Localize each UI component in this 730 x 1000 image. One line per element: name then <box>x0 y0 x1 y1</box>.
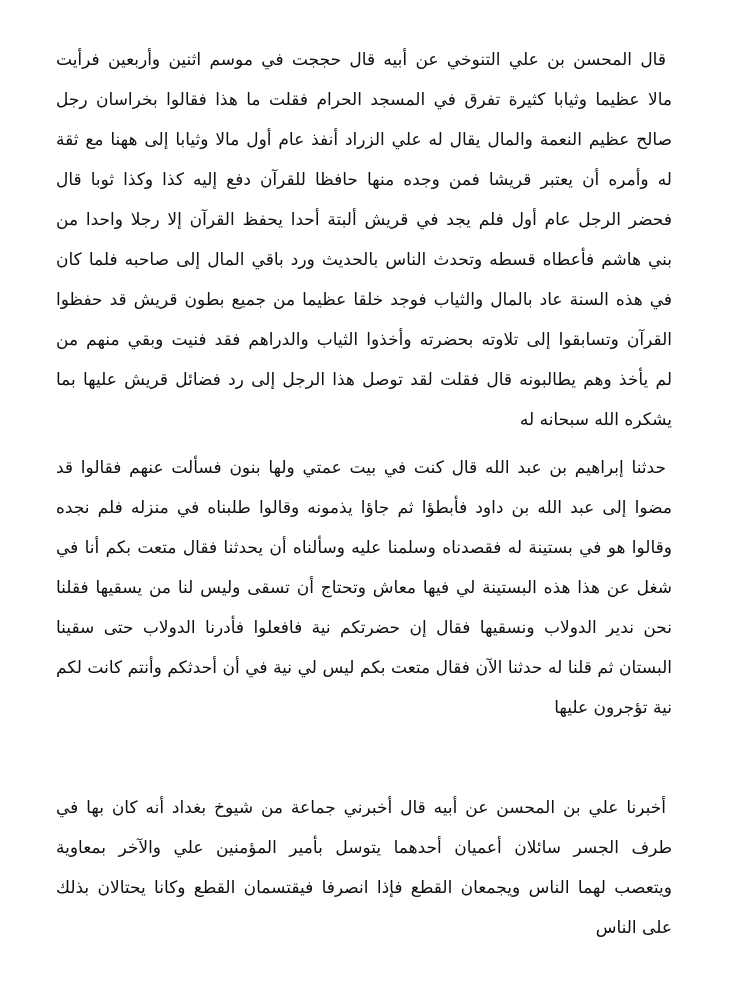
paragraph-3 <box>56 788 672 948</box>
paragraph-line: شغل عن هذا هذه البستينة لي فيها معاش وتحتاج أن تسقى وليس لنا من يسقيها فقلنا <box>56 578 672 598</box>
paragraph-line: قال المحسن بن علي التنوخي عن أبيه قال حججت في موسم اثنين وأربعين فرأيت <box>56 50 666 70</box>
paragraph-line: ويتعصب لهما الناس ويجمعان القطع فإذا انصرفا فيقتسمان القطع وكانا يحتالان بذلك <box>56 878 672 898</box>
paragraph-2 <box>56 448 672 728</box>
paragraph-line: طرف الجسر سائلان أعميان أحدهما يتوسل بأمير المؤمنين علي والآخر بمعاوية <box>56 838 672 858</box>
paragraph-line: له وأمره أن يعتبر قريشا فمن وجده منها حافظا للقرآن دفع إليه كذا وكذا ثوبا قال <box>56 170 672 190</box>
paragraph-line: وقالوا هو في بستينة له فقصدناه وسلمنا عليه وسألناه أن يحدثنا فقال متعت بكم أنا في <box>56 538 672 558</box>
paragraph-line: في هذه السنة عاد بالمال والثياب فوجد خلقا عظيما من جميع بطون قريش قد حفظوا <box>56 290 672 310</box>
paragraph-line: نحن ندير الدولاب ونسقيها فقال إن حضرتكم نية فافعلوا فأدرنا الدولاب حتى سقينا <box>56 618 672 638</box>
paragraph-1 <box>56 40 672 440</box>
paragraph-line: أخبرنا علي بن المحسن عن أبيه قال أخبرني جماعة من شيوخ بغداد أنه كان بها في <box>56 798 666 818</box>
paragraph-line: على الناس <box>595 918 672 938</box>
paragraph-line: يشكره الله سبحانه له <box>519 410 672 430</box>
paragraph-line: نية تؤجرون عليها <box>554 698 672 718</box>
paragraph-line: القرآن وتسابقوا إلى تلاوته بحضرته وأخذوا الثياب والدراهم فقد فنيت وبقي منهم من <box>56 330 672 350</box>
paragraph-line: مالا عظيما وثيابا كثيرة تفرق في المسجد الحرام فقلت ما هذا فقالوا بخراسان رجل <box>56 90 672 110</box>
paragraph-line: حدثنا إبراهيم بن عبد الله قال كنت في بيت عمتي ولها بنون فسألت عنهم فقالوا قد <box>56 458 666 478</box>
paragraph-line: مضوا إلى عبد الله بن داود فأبطؤا ثم جاؤا يذمونه وقالوا طلبناه في منزله فلم نجده <box>56 498 672 518</box>
paragraph-line: صالح عظيم النعمة والمال يقال له علي الزراد أنفذ عام أول مالا وثيابا إلى ههنا مع ثقة <box>56 130 672 150</box>
paragraph-line: بني هاشم فأعطاه قسطه وتحدث الناس بالحديث ورد باقي المال إلى صاحبه فلما كان <box>56 250 672 270</box>
paragraph-line: لم يأخذ وهم يطالبونه قال فقلت لقد توصل هذا الرجل إلى رد فضائل قريش عليها بما <box>56 370 672 390</box>
paragraph-line: البستان ثم قلنا له حدثنا الآن فقال متعت بكم ليس لي نية في أن أحدثكم وأنتم كانت لكم <box>56 658 672 678</box>
paragraph-line: فحضر الرجل عام أول فلم يجد في قريش ألبتة أحدا يحفظ القرآن إلا رجلا واحدا من <box>56 210 672 230</box>
